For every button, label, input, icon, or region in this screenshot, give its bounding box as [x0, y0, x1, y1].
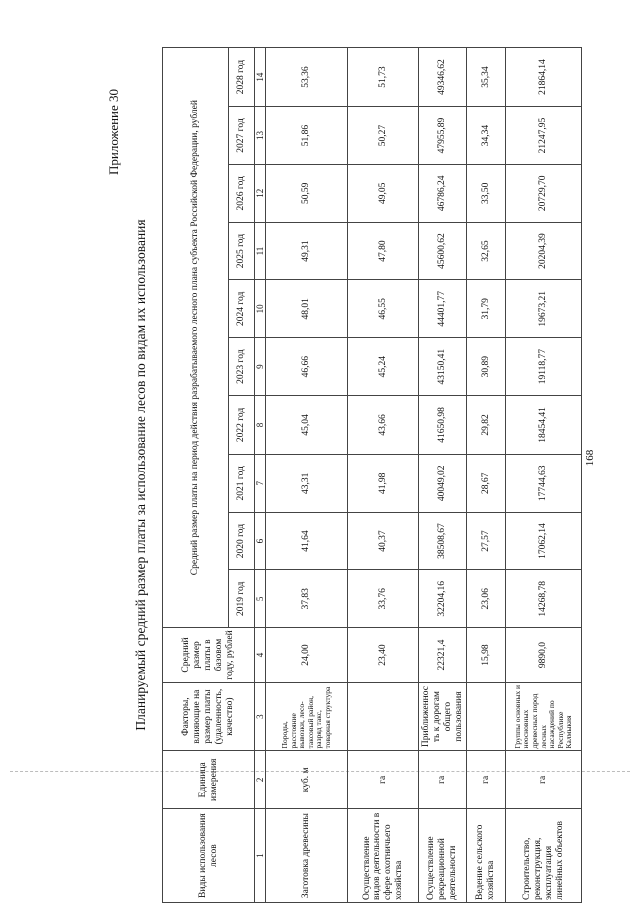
row-value: 45,24	[348, 338, 419, 396]
column-number: 12	[255, 164, 266, 222]
row-value: 37,83	[266, 570, 348, 628]
row-unit: га	[467, 751, 506, 809]
row-value: 32204,16	[419, 570, 467, 628]
row-value: 45600,62	[419, 222, 467, 280]
row-value: 46786,24	[419, 164, 467, 222]
row-value: 28,67	[467, 454, 506, 512]
row-value: 17062,14	[506, 512, 582, 570]
header-factors: Факторы, влияющие на размер платы (удаленность, качество)	[163, 682, 255, 751]
header-year: 2019 год	[229, 570, 255, 628]
row-value: 41,98	[348, 454, 419, 512]
row-value: 40049,02	[419, 454, 467, 512]
row-kind: Осуществление видов деятельности в сфере охотничьего хозяйства	[348, 809, 419, 903]
table-row	[348, 48, 419, 903]
header-year: 2023 год	[229, 338, 255, 396]
row-base: 15,98	[467, 628, 506, 683]
column-number: 7	[255, 454, 266, 512]
header-year: 2022 год	[229, 396, 255, 455]
column-number: 13	[255, 107, 266, 165]
column-number-row	[255, 48, 266, 903]
row-value: 49346,62	[419, 48, 467, 107]
row-factors	[467, 682, 506, 751]
column-number: 8	[255, 396, 266, 455]
row-value: 14268,78	[506, 570, 582, 628]
row-value: 41,64	[266, 512, 348, 570]
row-value: 19118,77	[506, 338, 582, 396]
row-value: 44401,77	[419, 280, 467, 338]
row-factors: Породы, расстояние вывозки, лесо-таксовый район, разряд такс, товарная структура	[266, 682, 348, 751]
row-factors: Группы основных и неосновных древесных пород лесных насаждений по Республике Калмыкия	[506, 682, 582, 751]
column-number: 9	[255, 338, 266, 396]
row-value: 49,05	[348, 164, 419, 222]
table-row	[419, 48, 467, 903]
row-value: 18454,41	[506, 396, 582, 455]
header-base: Средний размер платы в базовом году, рублей	[163, 628, 255, 683]
table-row	[266, 48, 348, 903]
row-value: 50,27	[348, 107, 419, 165]
row-factors	[348, 682, 419, 751]
row-value: 27,57	[467, 512, 506, 570]
row-kind: Ведение сельского хозяйства	[467, 809, 506, 903]
payment-table	[162, 47, 582, 903]
row-value: 31,79	[467, 280, 506, 338]
row-value: 48,01	[266, 280, 348, 338]
table-row	[506, 48, 582, 903]
row-value: 43150,41	[419, 338, 467, 396]
row-value: 50,59	[266, 164, 348, 222]
row-value: 33,50	[467, 164, 506, 222]
column-number: 6	[255, 512, 266, 570]
row-value: 46,66	[266, 338, 348, 396]
row-value: 38508,67	[419, 512, 467, 570]
row-unit: га	[506, 751, 582, 809]
row-base: 9890,0	[506, 628, 582, 683]
row-value: 30,89	[467, 338, 506, 396]
row-value: 20729,70	[506, 164, 582, 222]
row-value: 46,55	[348, 280, 419, 338]
row-unit: га	[419, 751, 467, 809]
header-plan-group: Средний размер платы на период действия разрабатываемого лесного плана субъекта Российской Федерации, рублей	[163, 48, 229, 628]
row-value: 23,06	[467, 570, 506, 628]
header-year: 2024 год	[229, 280, 255, 338]
row-value: 33,76	[348, 570, 419, 628]
rotated-page-content	[106, 47, 574, 903]
column-number: 4	[255, 628, 266, 683]
column-number: 2	[255, 751, 266, 809]
row-value: 43,66	[348, 396, 419, 455]
row-unit: куб. м	[266, 751, 348, 809]
header-year: 2027 год	[229, 107, 255, 165]
row-kind: Заготовка древесины	[266, 809, 348, 903]
column-number: 3	[255, 682, 266, 751]
header-year: 2020 год	[229, 512, 255, 570]
column-number: 10	[255, 280, 266, 338]
row-value: 17744,63	[506, 454, 582, 512]
table-row	[467, 48, 506, 903]
row-base: 23,40	[348, 628, 419, 683]
column-number: 14	[255, 48, 266, 107]
row-value: 19673,21	[506, 280, 582, 338]
row-value: 43,31	[266, 454, 348, 512]
header-year: 2025 год	[229, 222, 255, 280]
row-value: 51,73	[348, 48, 419, 107]
row-value: 21864,14	[506, 48, 582, 107]
column-number: 1	[255, 809, 266, 903]
row-value: 32,65	[467, 222, 506, 280]
row-base: 22321,4	[419, 628, 467, 683]
header-unit: Единица измерения	[163, 751, 255, 809]
header-year: 2026 год	[229, 164, 255, 222]
row-value: 40,37	[348, 512, 419, 570]
row-value: 53,36	[266, 48, 348, 107]
row-kind: Строительство, реконструкция, эксплуатация линейных объектов	[506, 809, 582, 903]
row-value: 45,04	[266, 396, 348, 455]
row-value: 21247,95	[506, 107, 582, 165]
row-value: 47955,89	[419, 107, 467, 165]
row-value: 35,34	[467, 48, 506, 107]
row-value: 20204,39	[506, 222, 582, 280]
row-value: 41650,98	[419, 396, 467, 455]
row-value: 51,86	[266, 107, 348, 165]
row-unit: га	[348, 751, 419, 809]
header-year: 2028 год	[229, 48, 255, 107]
appendix-label: Приложение 30	[106, 88, 121, 175]
header-kind: Виды использования лесов	[163, 809, 255, 903]
row-kind: Осуществление рекреационной деятельности	[419, 809, 467, 903]
column-number: 5	[255, 570, 266, 628]
row-base: 24,00	[266, 628, 348, 683]
row-value: 47,80	[348, 222, 419, 280]
row-value: 49,31	[266, 222, 348, 280]
header-year: 2021 год	[229, 454, 255, 512]
row-value: 29,82	[467, 396, 506, 455]
page-title: Планируемый средний размер платы за использование лесов по видам их использования	[133, 219, 148, 731]
row-value: 34,34	[467, 107, 506, 165]
row-factors: Приближенность к дорогам общего пользования	[419, 682, 467, 751]
page-number: 168	[584, 449, 596, 467]
column-number: 11	[255, 222, 266, 280]
